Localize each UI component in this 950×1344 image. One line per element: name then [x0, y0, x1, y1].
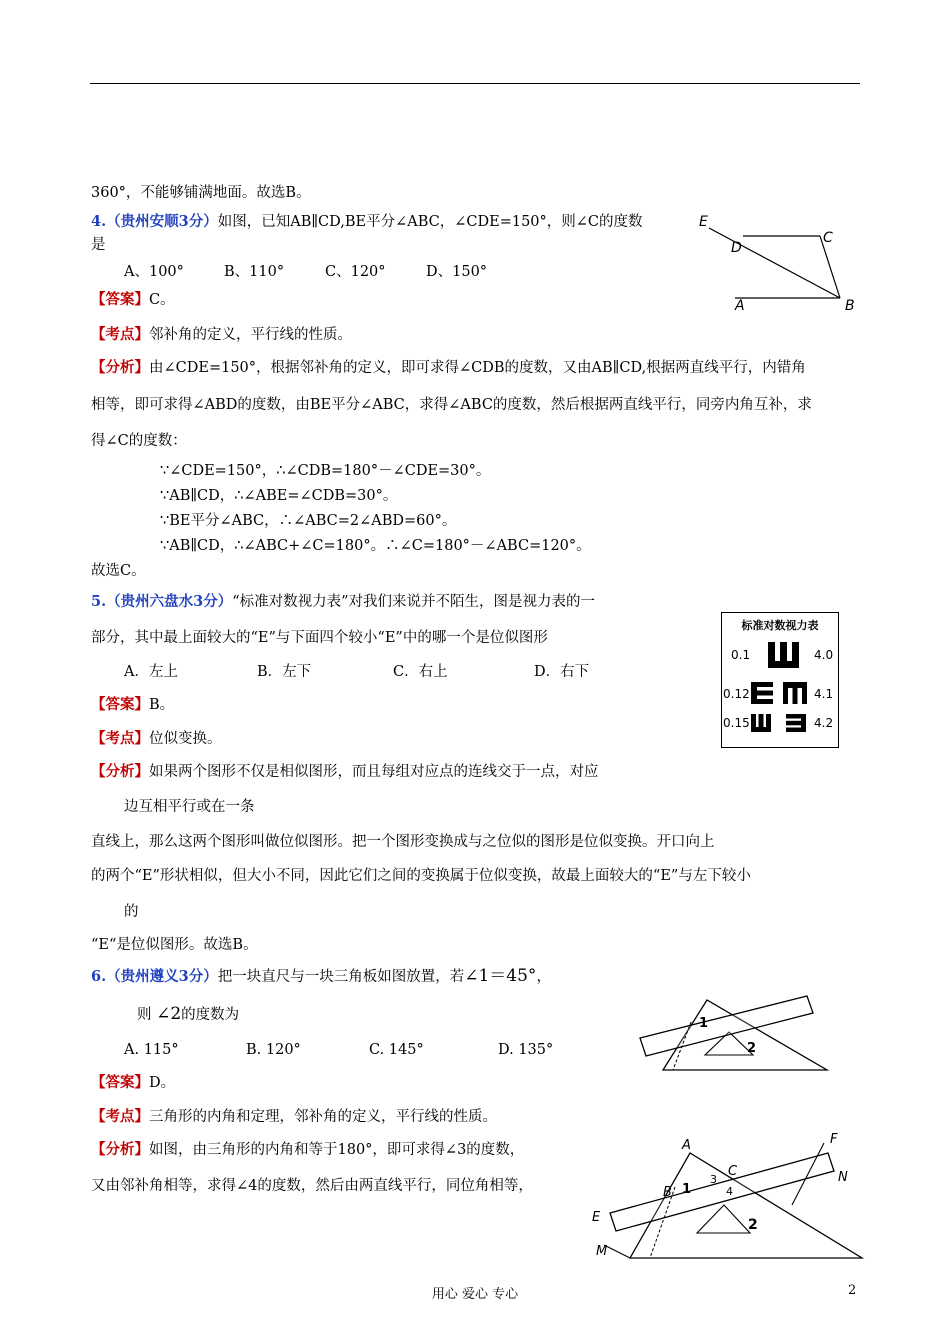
q5-point: [91, 729, 222, 749]
q6-fig2-label-2: 2: [748, 1217, 758, 1233]
q4-label-b: B: [845, 298, 855, 314]
q5-answer-value: B。: [149, 697, 175, 713]
q6-fig1-label-2: 2: [747, 1041, 757, 1056]
q4-analysis-2: 相等，即可求得∠ABD的度数，由BE平分∠ABC，求得∠ABC的度数，然后根据两直线平行，同旁内角互补，求: [91, 397, 812, 413]
q5-stem: “标准对数视力表”对我们来说并不陌生，图是视力表的一: [232, 594, 596, 610]
q6-fig2-label-a: A: [682, 1138, 691, 1153]
q4-analysis-text-1: 由∠CDE=150°，根据邻补角的定义，即可求得∠CDB的度数，又由AB∥CD,根据两直线平行，内错角: [149, 360, 806, 376]
q5-source: （贵州六盘水3分）: [106, 593, 233, 610]
q6-stem-a: 把一块直尺与一块三角板如图放置，若: [217, 969, 465, 985]
q4-answer-value: C。: [149, 292, 175, 308]
q4-option-c: C、120°: [325, 264, 386, 280]
q4-label-d: D: [731, 240, 742, 256]
q5-answer-tag: 【答案】: [91, 696, 149, 713]
page-number: 2: [848, 1283, 857, 1298]
vision-chart-figure: [721, 612, 839, 748]
q4-step-3: ∵BE平分∠ABC，∴∠ABC=2∠ABD=60°。: [160, 513, 457, 529]
vision-row3-right: 4.2: [814, 716, 834, 730]
q4-option-a: A、100°: [124, 264, 184, 280]
q6-fig2-label-f: F: [830, 1132, 838, 1147]
q4-analysis-1: [91, 358, 806, 378]
q6-answer-tag: 【答案】: [91, 1074, 149, 1091]
q4-answer-tag: 【答案】: [91, 291, 149, 308]
vision-row2-left: 0.12: [723, 687, 750, 701]
q5-point-text: 位似变换。: [149, 731, 222, 747]
q4-option-b: B、110°: [224, 264, 285, 280]
q6-source: （贵州遵义3分）: [106, 968, 218, 985]
vision-row2-right: 4.1: [814, 687, 834, 701]
q6-fig2-label-4: 4: [726, 1185, 733, 1198]
q4-point-text: 邻补角的定义，平行线的性质。: [149, 327, 352, 343]
q6-fig2-label-e: E: [592, 1210, 601, 1225]
q4-step-1: ∵∠CDE=150°，∴∠CDB=180°－∠CDE=30°。: [160, 463, 491, 479]
e-shape-row2-left: [751, 682, 773, 704]
q5-analysis-6: “E“是位似图形。故选B。: [91, 937, 258, 953]
q6-option-b: B. 120°: [246, 1042, 301, 1058]
q6-stem2-line: [137, 1004, 239, 1025]
q6-analysis-tag: 【分析】: [91, 1141, 149, 1158]
q4-conclusion: 故选C。: [91, 563, 146, 579]
q5-option-b: B．左下: [257, 664, 312, 680]
q6-angle2: ∠2: [156, 1004, 182, 1024]
q6-fig1-label-1: 1: [699, 1016, 709, 1031]
q5-analysis-1: [91, 762, 599, 782]
q4-stem-line: [91, 212, 643, 232]
q4-stem: 如图，已知AB∥CD,BE平分∠ABC，∠CDE=150°，则∠C的度数: [217, 214, 643, 230]
q6-stem-b: ，: [536, 969, 551, 985]
q6-answer: [91, 1073, 175, 1093]
q5-analysis-5: 的: [124, 904, 139, 920]
vision-row3-left: 0.15: [723, 716, 750, 730]
q5-option-a: A．左上: [124, 664, 178, 680]
q6-answer-value: D。: [149, 1075, 176, 1091]
q6-analysis-1: [91, 1140, 524, 1160]
q4-source: （贵州安顺3分）: [106, 213, 218, 230]
q6-fig2-label-c: C: [728, 1164, 738, 1179]
q5-stem2: 部分，其中最上面较大的“E”与下面四个较小“E”中的哪一个是位似图形: [91, 630, 548, 646]
q6-fig2-label-3: 3: [710, 1173, 717, 1186]
q4-point: [91, 325, 352, 345]
q6-point-tag: 【考点】: [91, 1108, 149, 1125]
q6-point: [91, 1107, 497, 1127]
q3-tail: 360°，不能够铺满地面。故选B。: [91, 185, 311, 201]
q4-label-e: E: [699, 214, 708, 230]
vision-chart-title: 标准对数视力表: [741, 619, 819, 632]
page-footer: 用心 爱心 专心: [431, 1287, 519, 1302]
e-shape-row3-right: [786, 714, 806, 732]
q5-analysis-3: 直线上，那么这两个图形叫做位似图形。把一个图形变换成与之位似的图形是位似变换。开口向上: [91, 834, 715, 850]
q6-point-text: 三角形的内角和定理，邻补角的定义，平行线的性质。: [149, 1109, 497, 1125]
q6-fig2-label-m: M: [596, 1244, 608, 1259]
q6-fig2-label-1: 1: [682, 1182, 692, 1197]
q5-analysis-tag: 【分析】: [91, 763, 149, 780]
q6-option-c: C. 145°: [369, 1042, 424, 1058]
q6-fig2-label-b: B: [663, 1185, 672, 1200]
q6-option-d: D. 135°: [498, 1042, 554, 1058]
q4-point-tag: 【考点】: [91, 326, 149, 343]
q6-figure-2: [590, 1133, 865, 1263]
vision-row1-left: 0.1: [731, 648, 751, 662]
q6-fig2-label-n: N: [838, 1170, 848, 1185]
q4-label-a: A: [735, 298, 745, 314]
q4-step-2: ∵AB∥CD，∴∠ABE=∠CDB=30°。: [160, 488, 398, 504]
q5-option-c: C．右上: [393, 664, 448, 680]
q5-option-d: D．右下: [534, 664, 590, 680]
q6-analysis-text-1: 如图，由三角形的内角和等于180°，即可求得∠3的度数，: [149, 1142, 525, 1158]
q4-analysis-tag: 【分析】: [91, 359, 149, 376]
q6-stem2-b: 的度数为: [181, 1007, 240, 1023]
q4-step-4: ∵AB∥CD，∴∠ABC+∠C=180°。∴∠C=180°－∠ABC=120°。: [160, 538, 591, 554]
q6-angle1: ∠1＝45°: [464, 966, 537, 986]
q4-figure: [695, 210, 865, 315]
vision-row1-right: 4.0: [814, 648, 834, 662]
q4-label-c: C: [823, 230, 833, 246]
e-shape-row3-left: [751, 714, 771, 732]
q6-figure-1: [635, 990, 835, 1075]
q6-analysis-2: 又由邻补角相等，求得∠4的度数，然后由两直线平行，同位角相等，: [91, 1178, 533, 1194]
q4-number: 4.: [91, 213, 107, 230]
q5-analysis-text-1: 如果两个图形不仅是相似图形，而且每组对应点的连线交于一点，对应: [149, 764, 599, 780]
q4-analysis-3: 得∠C的度数：: [91, 433, 187, 449]
header-rule: [90, 83, 860, 84]
q4-stem2: 是: [91, 237, 106, 253]
q5-analysis-2: 边互相平行或在一条: [124, 799, 255, 815]
q5-stem-line: [91, 592, 595, 612]
big-e-shape: [768, 642, 799, 668]
q5-point-tag: 【考点】: [91, 730, 149, 747]
q6-option-a: A. 115°: [124, 1042, 179, 1058]
q5-analysis-4: 的两个“E”形状相似，但大小不同，因此它们之间的变换属于位似变换，故最上面较大的“E”与左下较小: [91, 868, 751, 884]
q5-answer: [91, 695, 174, 715]
q6-stem-line: [91, 966, 551, 987]
q4-answer: [91, 290, 175, 310]
q5-number: 5.: [91, 593, 107, 610]
q4-option-d: D、150°: [426, 264, 488, 280]
q6-stem2-a: 则: [137, 1007, 152, 1023]
q6-number: 6.: [91, 968, 107, 985]
e-shape-row2-right: [783, 682, 807, 704]
